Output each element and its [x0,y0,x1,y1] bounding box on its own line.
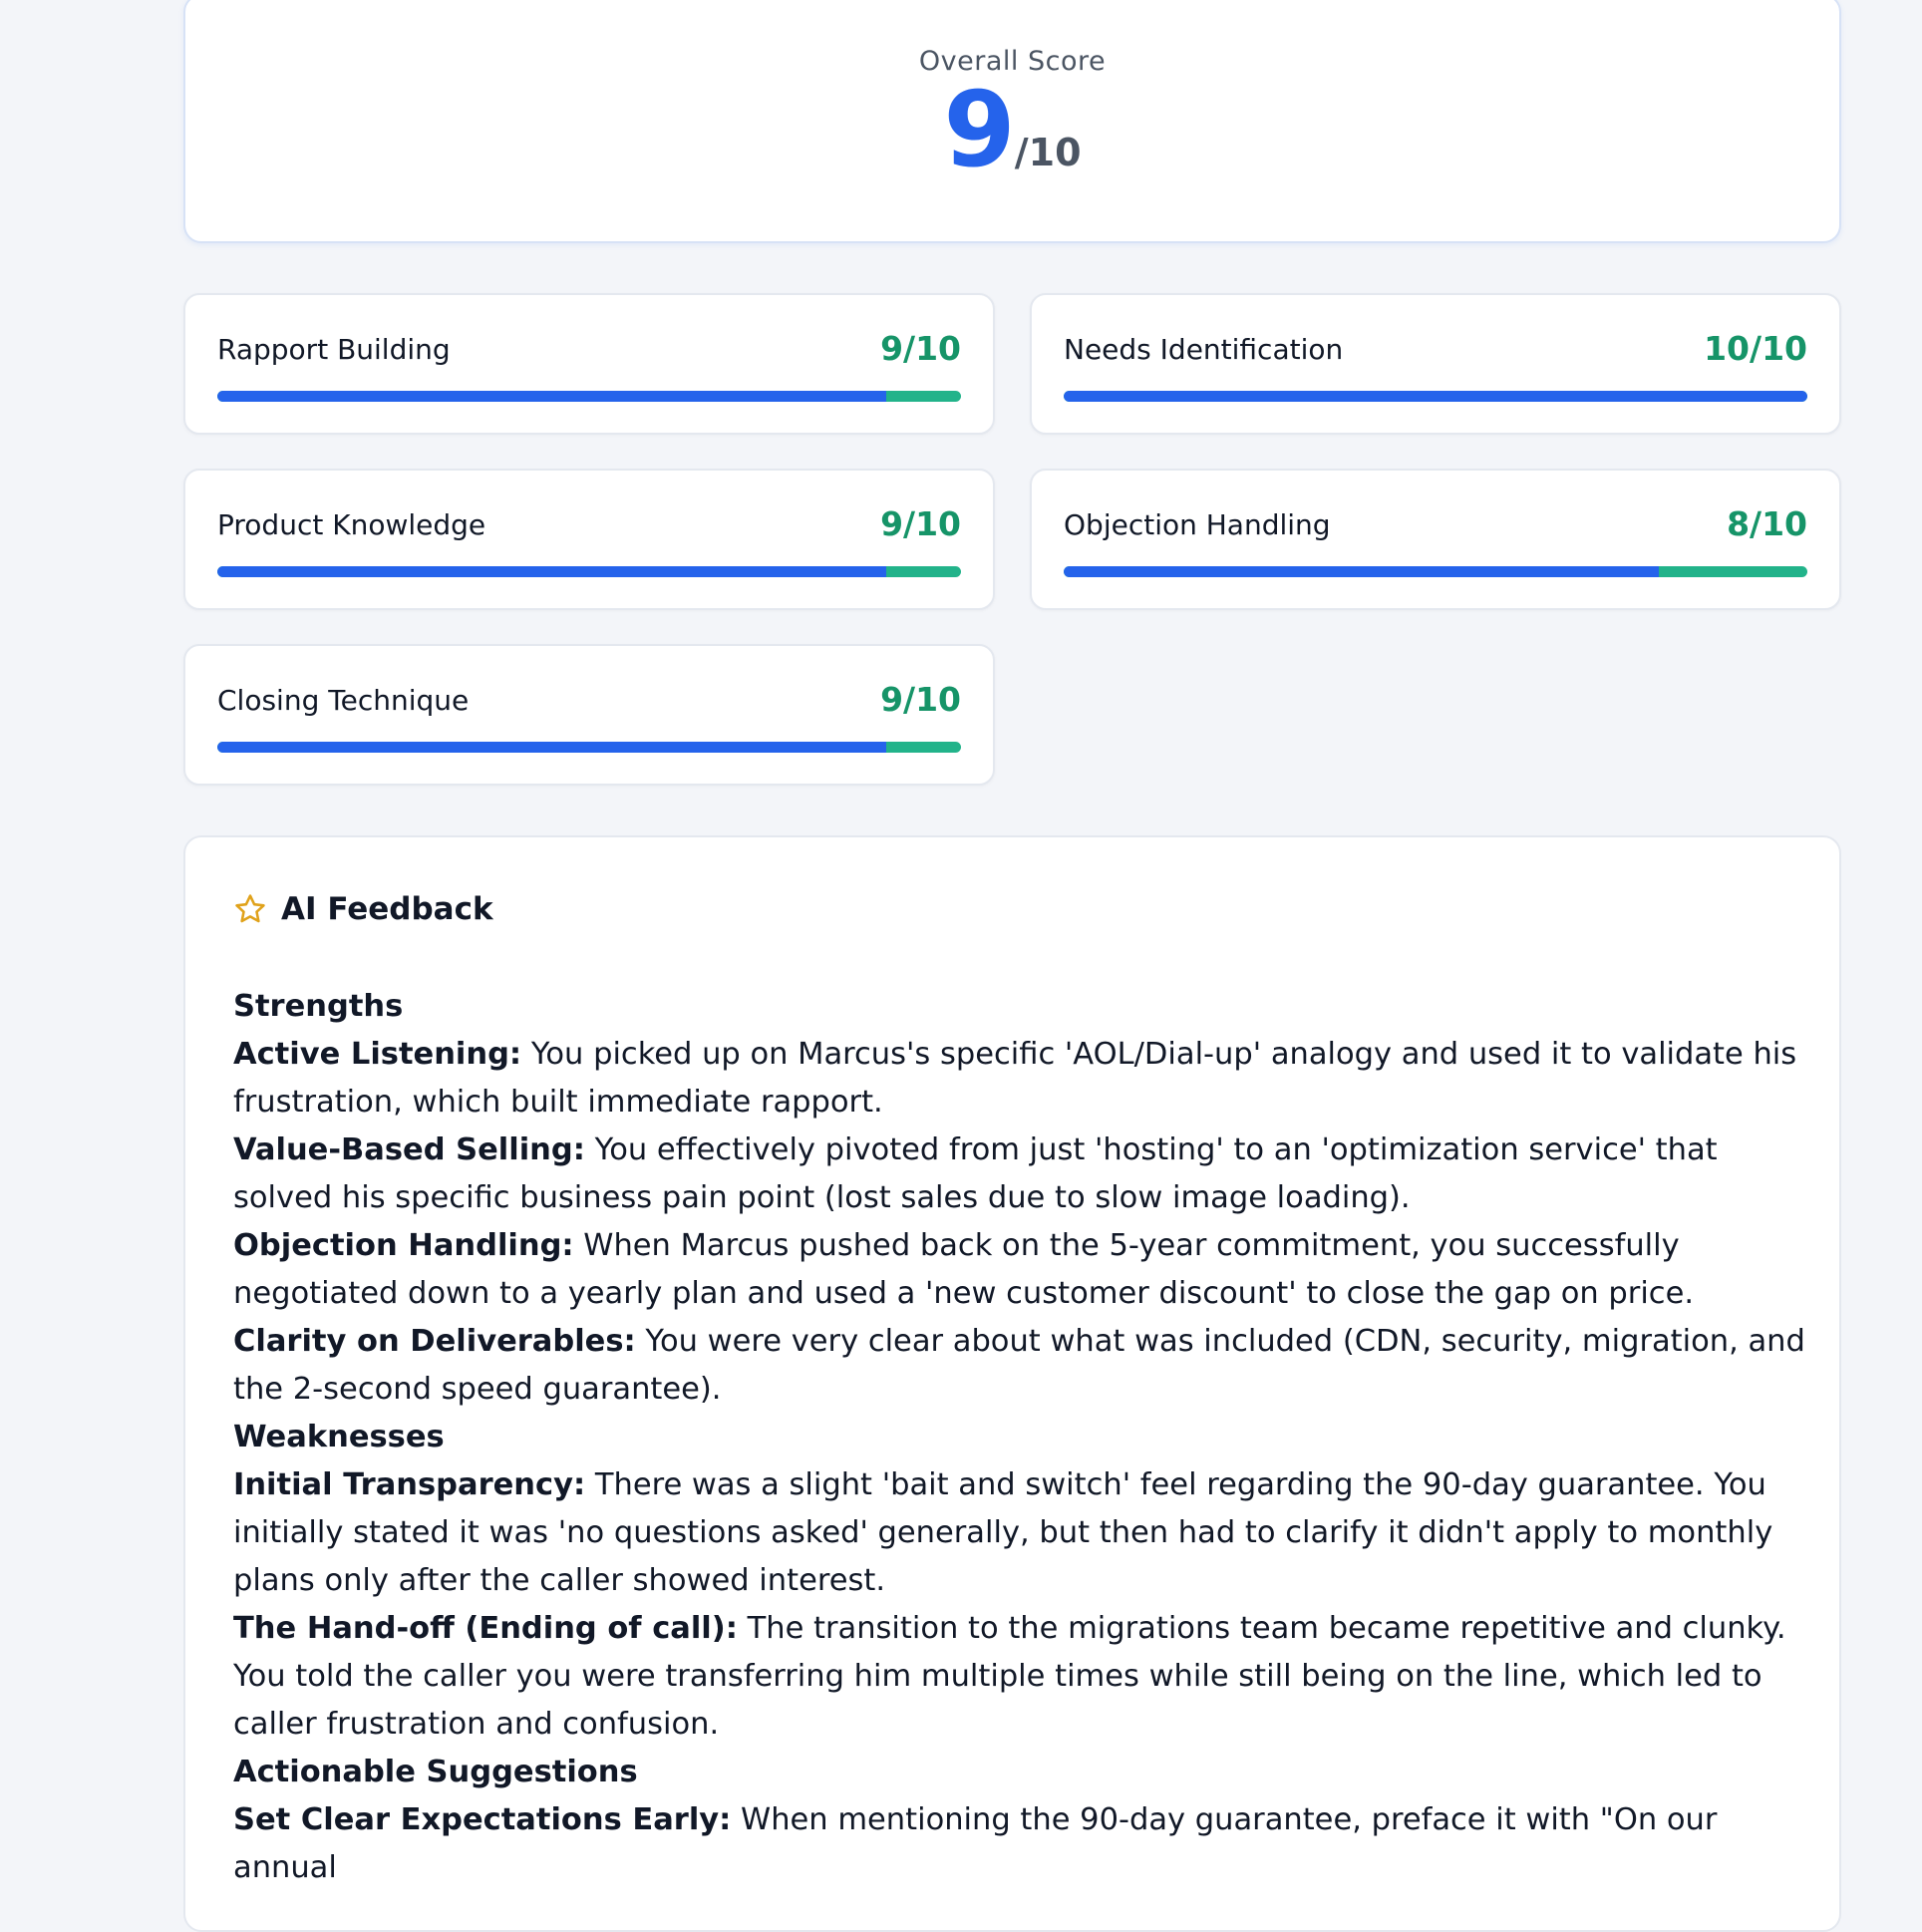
feedback-item-label: Active Listening: [233,1037,522,1072]
feedback-item [233,1031,1808,1127]
feedback-item-text: When Marcus pushed back on the 5-year commitment, you successfully negotiated down to a yearly plan and used a 'new customer discount' to close the gap on price. [233,1228,1695,1311]
feedback-item-text: When mentioning the 90-day guarantee, preface it with "On our annual [233,1802,1718,1885]
feedback-item [233,1222,1808,1318]
metric-progress-fill [1064,566,1659,577]
metric-score: 9/10 [880,329,961,368]
ai-feedback-card [183,835,1841,1932]
metric-progress-fill [217,742,886,753]
metric-score: 9/10 [880,680,961,719]
metric-score: 10/10 [1704,329,1807,368]
feedback-item-label: Set Clear Expectations Early: [233,1802,732,1837]
metric-progress-bar [217,742,961,753]
metric-name: Needs Identification [1064,333,1344,366]
feedback-item [233,1605,1808,1749]
overall-score-label: Overall Score [918,46,1107,77]
feedback-item-label: Initial Transparency: [233,1467,586,1502]
feedback-item-label: Value-Based Selling: [233,1132,585,1167]
star-icon [233,892,267,926]
feedback-item-text: You effectively pivoted from just 'hosting' to an 'optimization service' that solved his specific business pain point (lost sales due to slow image loading). [233,1132,1718,1215]
metric-name: Closing Technique [217,684,470,717]
feedback-item-text: You picked up on Marcus's specific 'AOL/Dial-up' analogy and used it to validate his frustration, which built immediate rapport. [233,1037,1797,1120]
feedback-item-text: The transition to the migrations team became repetitive and clunky. You told the caller you were transferring him multiple times while still being on the line, which led to caller frustration and confusion. [233,1611,1786,1742]
metric-card-rapport-building [183,293,995,435]
feedback-item-text: You were very clear about what was included (CDN, security, migration, and the 2-second speed guarantee). [233,1324,1805,1407]
metric-name: Rapport Building [217,333,451,366]
metric-card-needs-identification [1030,293,1841,435]
overall-score-card [183,0,1841,243]
feedback-section-heading: Weaknesses [233,1420,445,1454]
metric-score: 9/10 [880,504,961,543]
overall-score-max: /10 [1014,131,1082,174]
metric-card-closing-technique [183,644,995,786]
overall-score-value [185,69,1839,190]
overall-score-number: 9 [943,69,1013,190]
feedback-item-label: Objection Handling: [233,1228,574,1263]
feedback-section-heading: Strengths [233,989,404,1024]
metric-progress-bar [217,566,961,577]
ai-feedback-body [233,983,1808,1892]
metric-progress-fill [217,391,886,402]
feedback-item [233,1318,1808,1414]
feedback-item-label: Clarity on Deliverables: [233,1324,636,1359]
metric-name: Objection Handling [1064,508,1331,541]
metric-progress-bar [1064,391,1807,402]
metric-progress-fill [1064,391,1807,402]
feedback-item [233,1127,1808,1222]
metric-card-product-knowledge [183,469,995,610]
metric-progress-bar [1064,566,1807,577]
metric-progress-bar [217,391,961,402]
feedback-item [233,1796,1808,1892]
feedback-item-label: The Hand-off (Ending of call): [233,1611,738,1646]
feedback-item-text: There was a slight 'bait and switch' feel regarding the 90-day guarantee. You initially stated it was 'no questions asked' generally, but then had to clarify it didn't apply to monthly plans only after the caller showed interest. [233,1467,1773,1598]
ai-feedback-header [233,891,493,927]
metric-score: 8/10 [1727,504,1807,543]
metric-card-objection-handling [1030,469,1841,610]
ai-feedback-title: AI Feedback [281,891,493,927]
metric-progress-fill [217,566,886,577]
feedback-item [233,1461,1808,1605]
metric-name: Product Knowledge [217,508,486,541]
feedback-section-heading: Actionable Suggestions [233,1755,638,1789]
